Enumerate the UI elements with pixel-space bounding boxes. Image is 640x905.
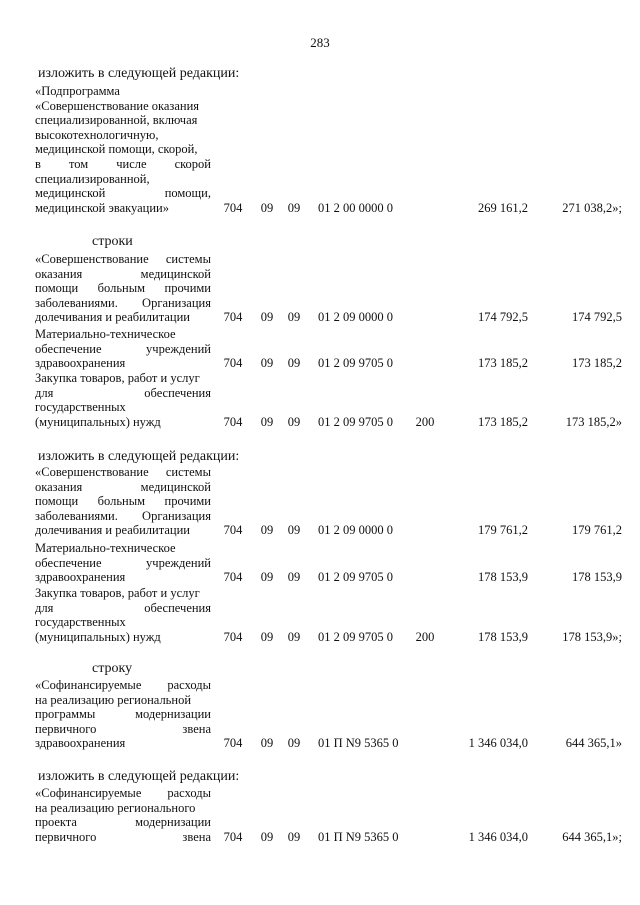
row-description-line: оказания медицинской xyxy=(35,479,211,494)
section-code: 09 xyxy=(260,629,274,644)
department-code: 704 xyxy=(223,736,243,751)
amount-year-2: 173 185,2 xyxy=(572,356,622,371)
row-description-line: Материально-техническое xyxy=(35,327,176,341)
row-description-line: специализированной, включая xyxy=(35,113,198,128)
row-description-line: для обеспечения xyxy=(35,385,211,400)
amount-year-1: 269 161,2 xyxy=(478,200,528,215)
row-description-line: государственных xyxy=(35,615,126,630)
amount-year-2: 644 365,1» xyxy=(565,736,622,751)
row-description-line: «Софинансируемые расходы xyxy=(35,786,211,800)
subsection-code: 09 xyxy=(287,414,301,429)
department-code: 704 xyxy=(223,629,243,644)
amount-year-1: 1 346 034,0 xyxy=(468,736,528,751)
target-article-code: 01 П N9 5365 0 xyxy=(318,829,399,844)
department-code: 704 xyxy=(223,570,243,585)
row-description-line: оказания медицинской xyxy=(35,266,211,281)
amount-year-1: 179 761,2 xyxy=(478,523,528,538)
row-description-line: долечивания и реабилитации xyxy=(35,310,190,325)
subsection-code: 09 xyxy=(287,570,301,585)
department-code: 704 xyxy=(223,200,243,215)
amount-year-1: 173 185,2 xyxy=(478,414,528,429)
row-description-line: специализированной, xyxy=(35,171,150,186)
row-description-line: для обеспечения xyxy=(35,600,211,615)
department-code: 704 xyxy=(223,414,243,429)
row-description-line: «Софинансируемые расходы xyxy=(35,678,211,692)
section-code: 09 xyxy=(260,570,274,585)
row-description-line: высокотехнологичную, xyxy=(35,127,159,142)
row-description-line: долечивания и реабилитации xyxy=(35,523,190,538)
target-article-code: 01 2 09 9705 0 xyxy=(318,356,393,371)
section-code: 09 xyxy=(260,523,274,538)
row-description-line: на реализацию региональной xyxy=(35,692,192,707)
row-description-line: (муниципальных) нужд xyxy=(35,629,161,644)
row-description-line: Материально-техническое xyxy=(35,541,176,555)
row-description-line: проекта модернизации xyxy=(35,815,211,830)
row-description-line: заболеваниями. Организация xyxy=(35,508,211,523)
subsection-code: 09 xyxy=(287,310,301,325)
row-description-line: Закупка товаров, работ и услуг xyxy=(35,586,200,600)
subsection-code: 09 xyxy=(287,200,301,215)
row-description-line: Закупка товаров, работ и услуг xyxy=(35,371,200,385)
amount-year-2: 173 185,2» xyxy=(565,414,622,429)
amount-year-1: 178 153,9 xyxy=(478,629,528,644)
subsection-code: 09 xyxy=(287,356,301,371)
section-code: 09 xyxy=(260,356,274,371)
section-code: 09 xyxy=(260,200,274,215)
department-code: 704 xyxy=(223,829,243,844)
amount-year-2: 178 153,9»; xyxy=(562,629,622,644)
row-description-line: «Подпрограмма xyxy=(35,84,120,98)
target-article-code: 01 2 09 9705 0 xyxy=(318,570,393,585)
target-article-code: 01 2 09 0000 0 xyxy=(318,523,393,538)
section-heading: изложить в следующей редакции: xyxy=(38,769,240,784)
target-article-code: 01 2 09 9705 0 xyxy=(318,414,393,429)
section-heading: строки xyxy=(92,234,133,249)
target-article-code: 01 2 09 9705 0 xyxy=(318,629,393,644)
row-description-line: программы модернизации xyxy=(35,707,211,722)
row-description-line: обеспечение учреждений xyxy=(35,555,211,570)
expense-type-code: 200 xyxy=(415,414,435,429)
row-description-line: помощи больным прочими xyxy=(35,281,211,296)
subsection-code: 09 xyxy=(287,736,301,751)
section-code: 09 xyxy=(260,414,274,429)
department-code: 704 xyxy=(223,356,243,371)
row-description-line: помощи больным прочими xyxy=(35,494,211,509)
subsection-code: 09 xyxy=(287,629,301,644)
row-description-line: заболеваниями. Организация xyxy=(35,295,211,310)
row-description-line: первичного звена xyxy=(35,829,211,844)
target-article-code: 01 П N9 5365 0 xyxy=(318,736,399,751)
row-description-line: «Совершенствование системы xyxy=(35,252,211,266)
section-code: 09 xyxy=(260,829,274,844)
row-description-line: государственных xyxy=(35,400,126,415)
amount-year-1: 173 185,2 xyxy=(478,356,528,371)
amount-year-1: 174 792,5 xyxy=(478,310,528,325)
row-description-line: здравоохранения xyxy=(35,356,126,371)
row-description-line: в том числе скорой xyxy=(35,157,211,171)
row-description-line: медицинской помощи, скорой, xyxy=(35,142,198,157)
amount-year-2: 179 761,2 xyxy=(572,523,622,538)
section-heading: изложить в следующей редакции: xyxy=(38,66,240,81)
section-heading: изложить в следующей редакции: xyxy=(38,449,240,464)
amount-year-2: 644 365,1»; xyxy=(562,829,622,844)
subsection-code: 09 xyxy=(287,523,301,538)
row-description-line: (муниципальных) нужд xyxy=(35,414,161,429)
amount-year-1: 1 346 034,0 xyxy=(468,829,528,844)
page-number: 283 xyxy=(310,35,330,50)
row-description-line: здравоохранения xyxy=(35,570,126,585)
section-code: 09 xyxy=(260,736,274,751)
row-description-line: «Совершенствование системы xyxy=(35,465,211,479)
row-description-line: медицинской помощи, xyxy=(35,186,211,201)
section-code: 09 xyxy=(260,310,274,325)
row-description-line: «Совершенствование оказания xyxy=(35,98,200,113)
department-code: 704 xyxy=(223,310,243,325)
amount-year-2: 271 038,2»; xyxy=(562,200,622,215)
section-heading: строку xyxy=(92,661,133,676)
row-description-line: обеспечение учреждений xyxy=(35,341,211,356)
target-article-code: 01 2 09 0000 0 xyxy=(318,310,393,325)
target-article-code: 01 2 00 0000 0 xyxy=(318,200,393,215)
row-description-line: медицинской эвакуации» xyxy=(35,200,169,215)
row-description-line: первичного звена xyxy=(35,721,211,736)
amount-year-2: 174 792,5 xyxy=(572,310,622,325)
amount-year-1: 178 153,9 xyxy=(478,570,528,585)
amount-year-2: 178 153,9 xyxy=(572,570,622,585)
expense-type-code: 200 xyxy=(415,629,435,644)
row-description-line: на реализацию регионального xyxy=(35,800,196,815)
department-code: 704 xyxy=(223,523,243,538)
row-description-line: здравоохранения xyxy=(35,736,126,751)
subsection-code: 09 xyxy=(287,829,301,844)
